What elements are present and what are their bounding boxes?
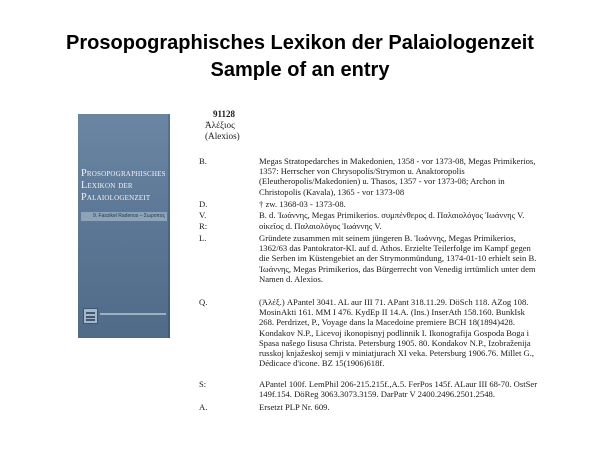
- entry-field-value: οἰκεῖος d. Παλαιολόγος Ἰωάννης V.: [259, 221, 382, 231]
- entry-field-value: Ersetzt PLP Nr. 609.: [259, 402, 330, 412]
- entry-field-key: A.: [199, 402, 208, 412]
- slide-title-line-1: Prosopographisches Lexikon der Palaiologenzeit: [66, 32, 534, 54]
- entry-field-value: B. d. Ἰωάννης, Megas Primikerios. συμπένθερος d. Παλαιολόγος Ἰωάννης V.: [259, 210, 525, 220]
- publisher-emblem-icon: [83, 308, 98, 324]
- book-cover-title: Prosopographisches Lexikon der Palaiologenzeit: [81, 168, 166, 203]
- entry-field-value: † zw. 1368-03 - 1373-08.: [259, 199, 346, 209]
- entry-field-key: D.: [199, 199, 208, 209]
- entry-field-key: B.: [199, 156, 207, 166]
- slide-title: [0, 30, 600, 84]
- entry-field-key: V.: [199, 210, 207, 220]
- entry-name-latin: (Alexios): [205, 131, 240, 141]
- book-cover-image: [78, 114, 170, 338]
- entry-field-value: Megas Stratopedarches in Makedonien, 1358 - vor 1373-08, Megas Primikerios, 1357: Herrscher von Chrysopolis/Strymon u. Anaktoropolis (Eleutheropolis/Makedonien) u. Thasos, 1357 - vor 1373-08; Archon in Christopolis (Kavala), 1365 - vor 1373-08: [259, 156, 536, 197]
- entry-field-key: R:: [199, 221, 208, 231]
- entry-field-key: L.: [199, 233, 207, 243]
- entry-field-value: APantel 100f. LemPhil 206-215.215f.,A.5. FerPos 145f. ALaur III 68-70. OstSer 149f.154. DöReg 3063.3073.3159. DarPatr V 2400.2496.2501.2548.: [259, 379, 538, 400]
- entry-field-value: (Ἀλέξ.) APantel 3041. AL aur III 71. APant 318.11.29. DöSch 118. AZog 108. MosinAkti 161. MM I 476. KydEp II 14.A. (Ins.) InserAth 158.160. BunkIsk 268. Perdrizet, P., Voyage dans la Macedoine premiere BCH 18(1894)428. Kondakov N.P., Licevoj ikonopisnyj podlinnik I. Ikonografija Gospoda Boga i Spasa našego Iisusa Christa. Petersburg 1905. 80. Kondakov N.P., Izobraženija russkoj knjažeskoj semji v miniatjurach XI veka. Petersburg 1906.76. Millet G., Dédicace d'icone. BZ 15(1906)618f.: [259, 297, 535, 369]
- entry-number: 91128: [213, 109, 236, 119]
- entry-name-greek: Ἀλέξιος: [205, 120, 235, 130]
- entry-field-key: S:: [199, 379, 207, 389]
- slide-title-line-2: Sample of an entry: [210, 59, 390, 81]
- entry-field-key: Q.: [199, 297, 208, 307]
- entry-heading: [205, 120, 240, 142]
- book-cover-band: [81, 212, 167, 221]
- book-cover-publisher-line: [100, 313, 166, 315]
- entry-field-value: Gründete zusammen mit seinem jüngeren B. Ἰωάννης, Megas Primikerios, 1362/63 das Pantokrator-Kl. auf d. Athos. Erzielte Teilerfolge im Kampf gegen die Serben im Küstengebiet an der Strymonmündung, 1374-01-10 erhielt sein B. Ἰωάννης, Megas Primikerios, das Bürgerrecht von Venedig irrtümlich unter dem Namen d. Alexios.: [259, 233, 537, 284]
- book-cover-band-text: 9. Faszikel Radenos – Σωροπος: [93, 213, 165, 219]
